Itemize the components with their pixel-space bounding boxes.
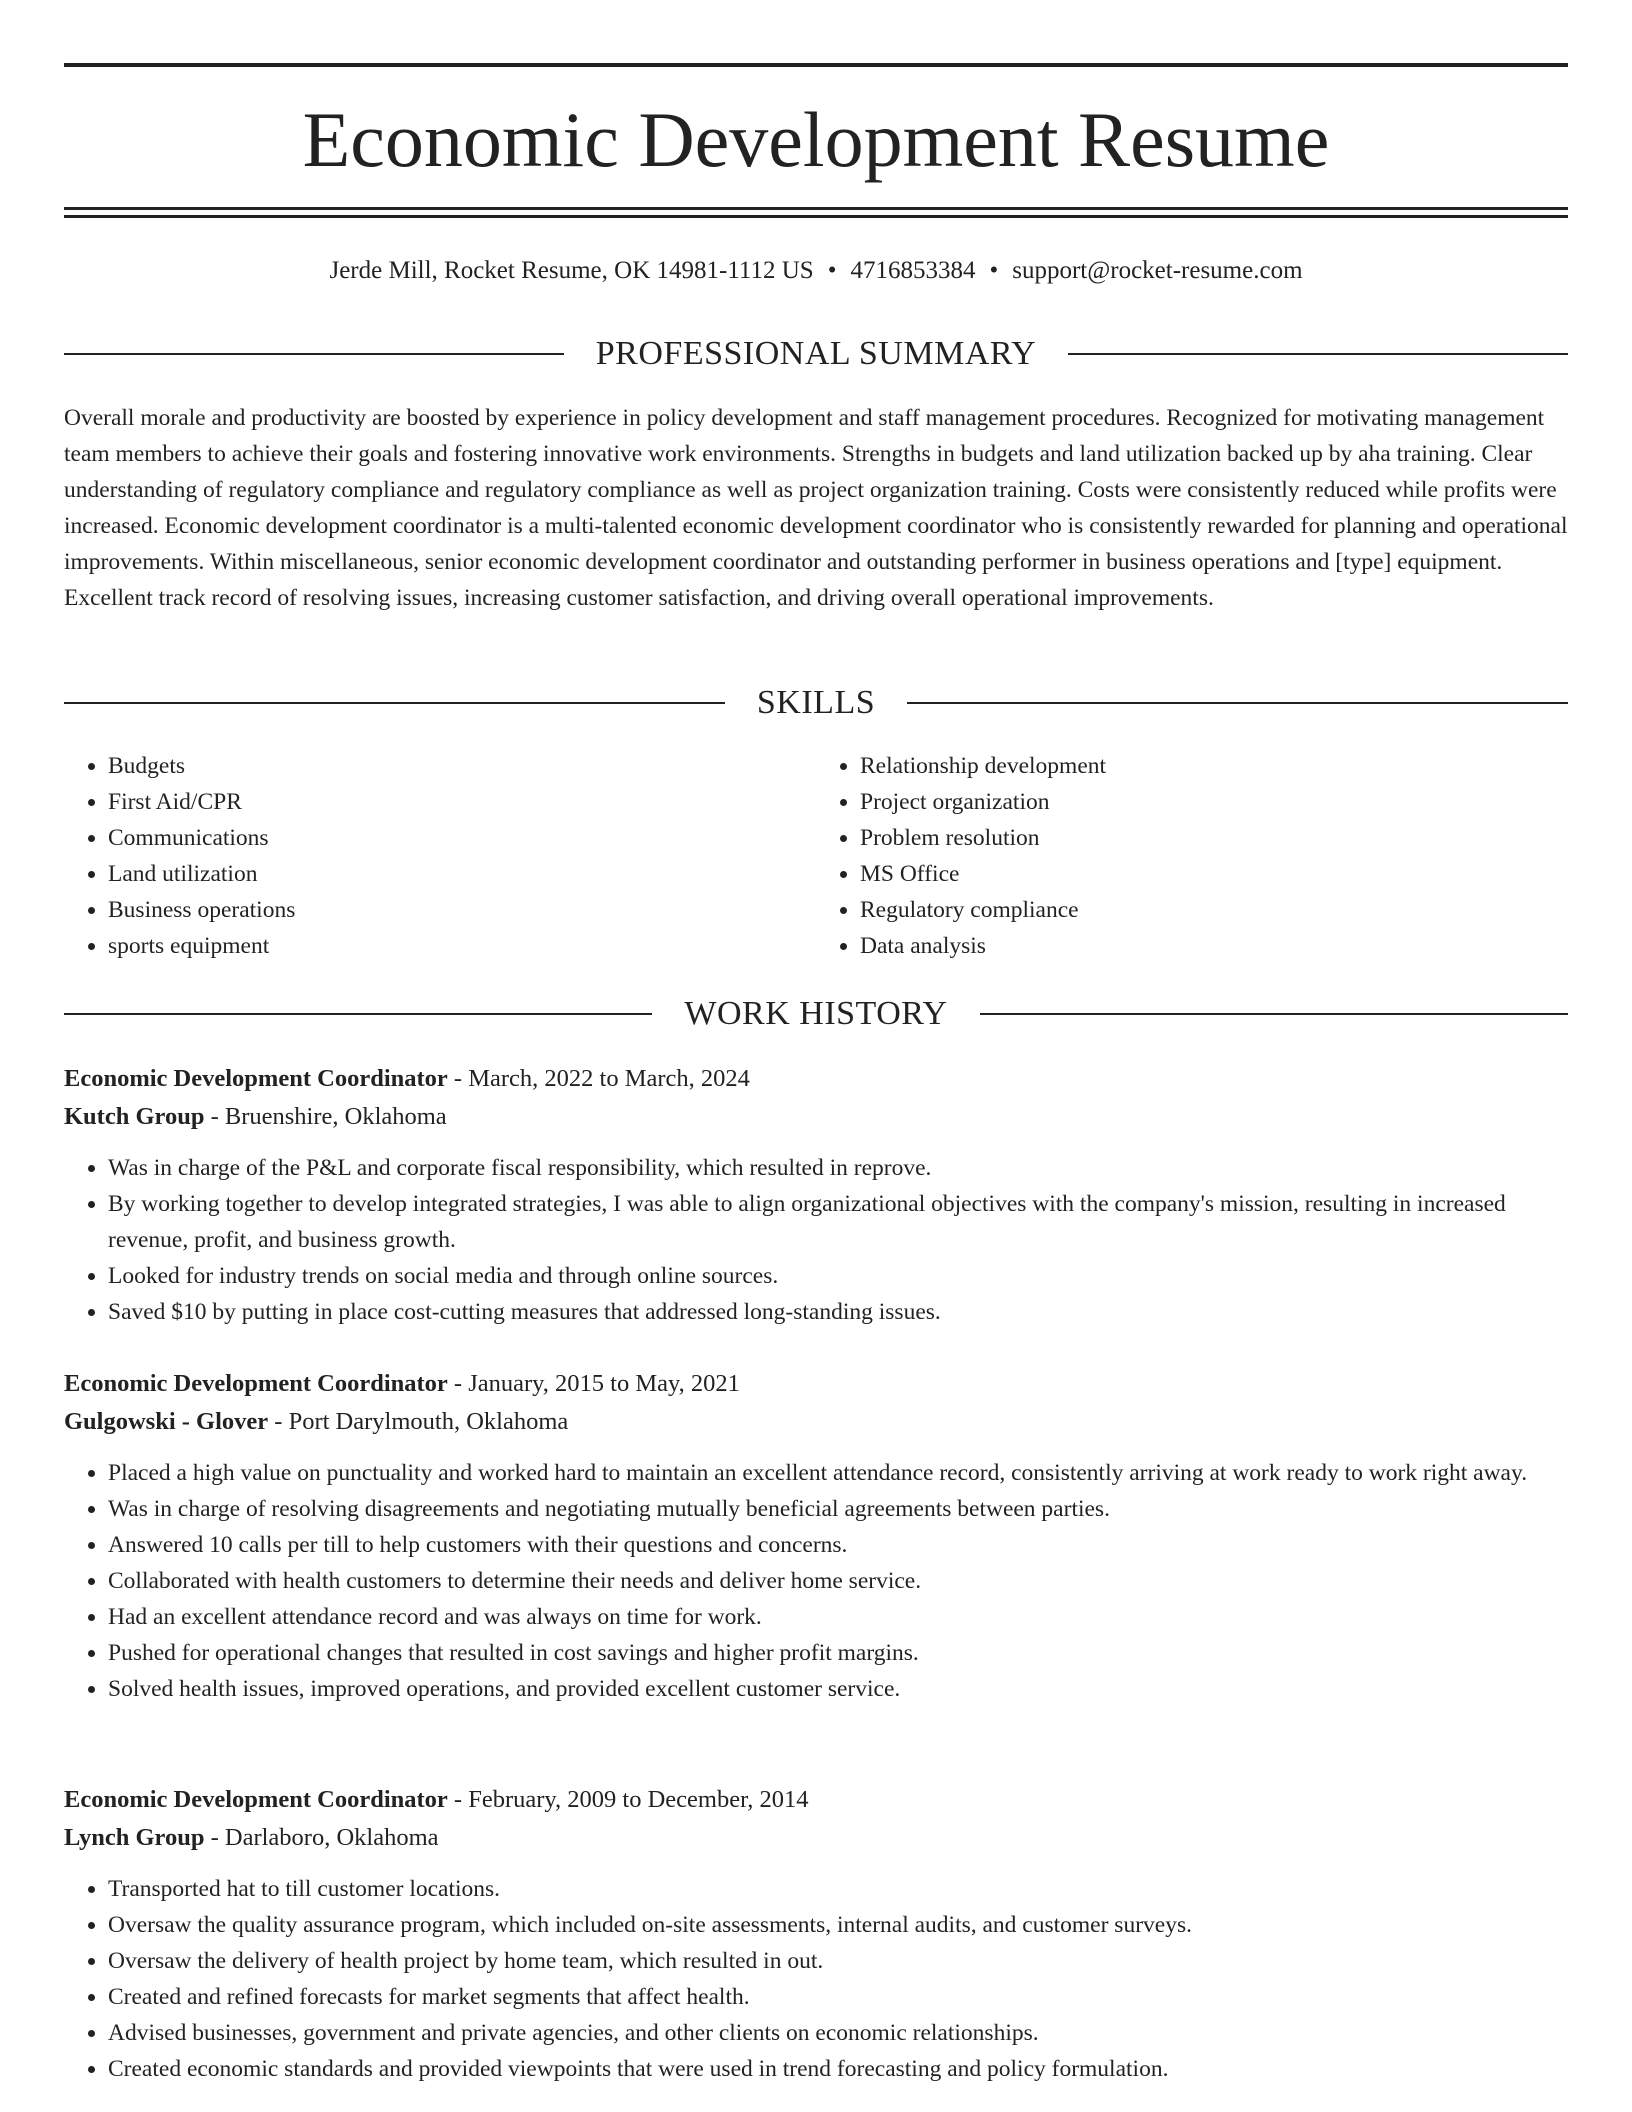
- job-bullet: • By working together to develop integrated strategies, I was able to align organizational objectives with the company's mission, resulting in increased revenue, profit, and business growth.: [108, 1186, 1568, 1258]
- title-rule-lower: [64, 215, 1568, 218]
- job-company: Gulgowski - Glover: [64, 1408, 269, 1435]
- job-company: Kutch Group: [64, 1103, 205, 1130]
- job-bullets: [64, 1150, 1568, 1330]
- skill-item: • Data analysis: [860, 928, 1568, 964]
- job-bullet: • Had an excellent attendance record and was always on time for work.: [108, 1599, 1568, 1635]
- job-title: Economic Development Coordinator: [64, 1370, 448, 1397]
- divider-line: [980, 1013, 1568, 1015]
- job-bullet: • Looked for industry trends on social media and through online sources.: [108, 1258, 1568, 1294]
- job-title: Economic Development Coordinator: [64, 1786, 448, 1813]
- divider-line: [64, 702, 725, 704]
- job-location: - Darlaboro, Oklahoma: [204, 1824, 439, 1851]
- job-bullet: • Answered 10 calls per till to help customers with their questions and concerns.: [108, 1527, 1568, 1563]
- job-bullet: • Solved health issues, improved operations, and provided excellent customer service.: [108, 1671, 1568, 1707]
- job-bullet: • Pushed for operational changes that resulted in cost savings and higher profit margins.: [108, 1635, 1568, 1671]
- skills-section-heading: [64, 683, 1568, 723]
- job-title: Economic Development Coordinator: [64, 1065, 448, 1092]
- job-bullet: • Oversaw the quality assurance program, which included on-site assessments, internal audits, and customer surveys.: [108, 1907, 1568, 1943]
- job-title-line: [64, 1365, 1568, 1403]
- job-bullet: • Advised businesses, government and private agencies, and other clients on economic relationships.: [108, 2015, 1568, 2051]
- section-title: WORK HISTORY: [684, 995, 948, 1032]
- job-bullet: • Created and refined forecasts for market segments that affect health.: [108, 1979, 1568, 2015]
- job-entry: [64, 1781, 1568, 2087]
- job-dates: - March, 2022 to March, 2024: [447, 1065, 750, 1092]
- job-bullet: • Placed a high value on punctuality and worked hard to maintain an excellent attendance record, consistently arriving at work ready to work right away.: [108, 1455, 1568, 1491]
- job-entry: [64, 1365, 1568, 1707]
- job-bullets: [64, 1455, 1568, 1707]
- contact-phone: 4716853384: [850, 257, 976, 284]
- skill-item: • Budgets: [108, 748, 816, 784]
- skills-column-left: [64, 748, 816, 964]
- contact-email: support@rocket-resume.com: [1012, 257, 1303, 284]
- job-company-line: [64, 1403, 1568, 1441]
- job-dates: - February, 2009 to December, 2014: [447, 1786, 809, 1813]
- section-title: SKILLS: [756, 684, 876, 721]
- summary-section-heading: [64, 334, 1568, 374]
- skills-column-right: [816, 748, 1568, 964]
- job-title-line: [64, 1060, 1568, 1098]
- job-bullet: • Collaborated with health customers to determine their needs and deliver home service.: [108, 1563, 1568, 1599]
- skill-item: • Business operations: [108, 892, 816, 928]
- job-bullet: • Was in charge of the P&L and corporate fiscal responsibility, which resulted in reprove.: [108, 1150, 1568, 1186]
- contact-separator: •: [827, 257, 837, 284]
- skill-item: • Problem resolution: [860, 820, 1568, 856]
- skill-item: • First Aid/CPR: [108, 784, 816, 820]
- job-bullet: • Transported hat to till customer locations.: [108, 1871, 1568, 1907]
- job-dates: - January, 2015 to May, 2021: [447, 1370, 740, 1397]
- job-title-line: [64, 1781, 1568, 1819]
- contact-line: [64, 254, 1568, 288]
- skill-item: • sports equipment: [108, 928, 816, 964]
- job-company: Lynch Group: [64, 1824, 205, 1851]
- contact-address: Jerde Mill, Rocket Resume, OK 14981-1112 US: [329, 257, 814, 284]
- work-section-heading: [64, 994, 1568, 1034]
- title-rule-upper: [64, 207, 1568, 210]
- job-bullet: • Was in charge of resolving disagreements and negotiating mutually beneficial agreements between parties.: [108, 1491, 1568, 1527]
- skill-item: • Communications: [108, 820, 816, 856]
- divider-line: [907, 702, 1568, 704]
- job-bullet: • Created economic standards and provided viewpoints that were used in trend forecasting and policy formulation.: [108, 2051, 1568, 2087]
- summary-text: Overall morale and productivity are boosted by experience in policy development and staff management procedures. Recognized for motivating management team members to achieve their goals and fostering innovative work environments. Strengths in budgets and land utilization backed up by aha training. Clear understanding of regulatory compliance and regulatory compliance as well as project organization training. Costs were consistently reduced while profits were increased. Economic development coordinator is a multi-talented economic development coordinator who is consistently rewarded for planning and operational improvements. Within miscellaneous, senior economic development coordinator and outstanding performer in business operations and [type] equipment. Excellent track record of resolving issues, increasing customer satisfaction, and driving overall operational improvements.: [64, 405, 1568, 611]
- job-location: - Bruenshire, Oklahoma: [204, 1103, 447, 1130]
- divider-line: [64, 1013, 652, 1015]
- section-title: PROFESSIONAL SUMMARY: [595, 335, 1037, 372]
- job-location: - Port Darylmouth, Oklahoma: [268, 1408, 569, 1435]
- skill-item: • Regulatory compliance: [860, 892, 1568, 928]
- skill-item: • Relationship development: [860, 748, 1568, 784]
- job-company-line: [64, 1819, 1568, 1857]
- skill-item: • MS Office: [860, 856, 1568, 892]
- job-entry: [64, 1060, 1568, 1330]
- skill-item: • Land utilization: [108, 856, 816, 892]
- contact-separator: •: [989, 257, 999, 284]
- skill-item: • Project organization: [860, 784, 1568, 820]
- job-company-line: [64, 1098, 1568, 1136]
- resume-title: Economic Development Resume: [302, 96, 1330, 183]
- top-rule: [64, 63, 1568, 67]
- job-bullets: [64, 1871, 1568, 2087]
- divider-line: [64, 353, 564, 355]
- job-bullet: • Oversaw the delivery of health project by home team, which resulted in out.: [108, 1943, 1568, 1979]
- job-bullet: • Saved $10 by putting in place cost-cutting measures that addressed long-standing issues.: [108, 1294, 1568, 1330]
- divider-line: [1068, 353, 1568, 355]
- skills-list: [64, 748, 1568, 964]
